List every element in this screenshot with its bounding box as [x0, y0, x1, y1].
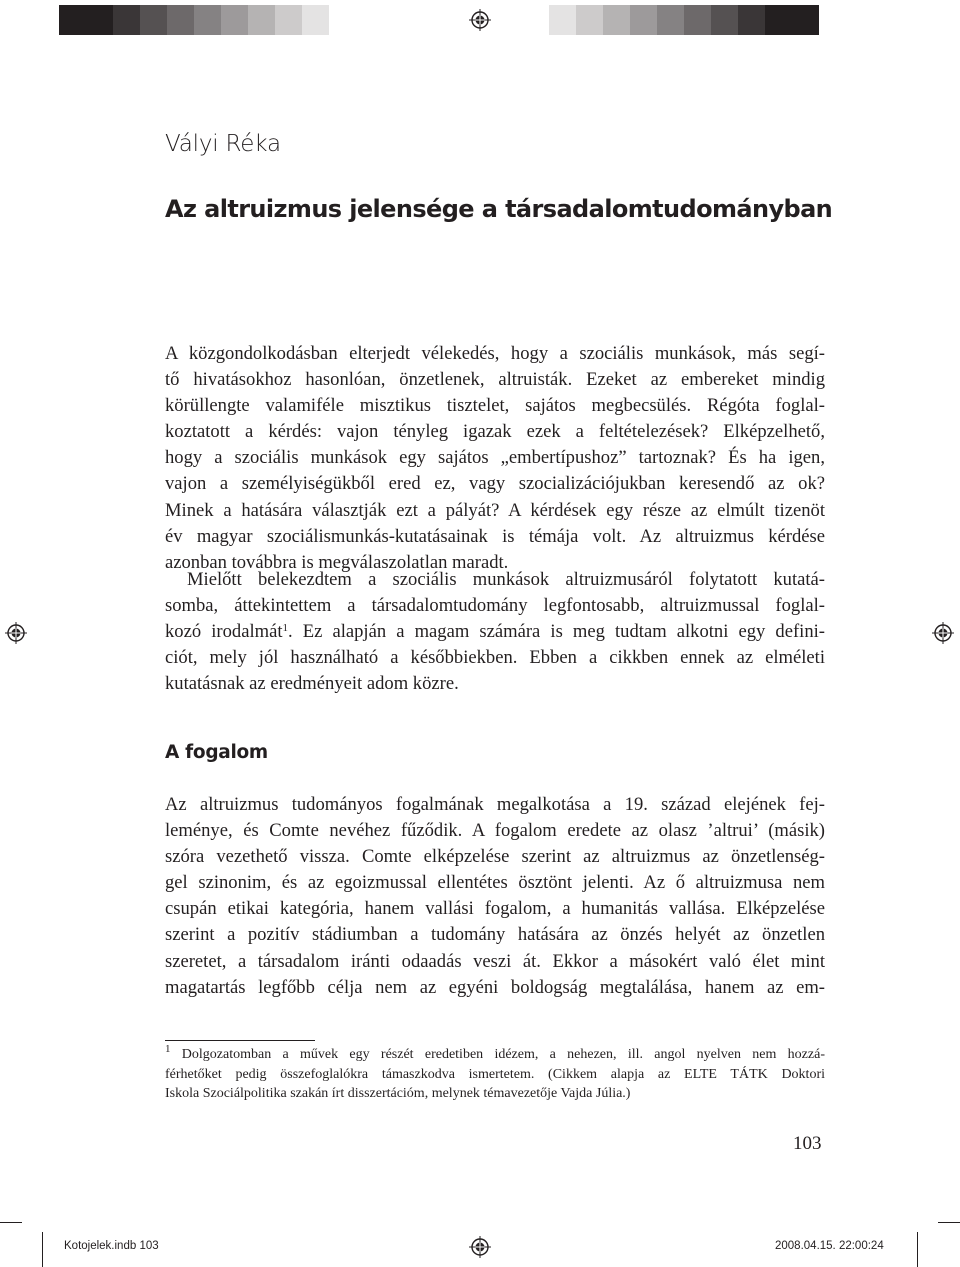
text-line: A közgondolkodásban elterjedt vélekedés, hogy a szociális munkások, más segí- [165, 343, 825, 364]
color-bar-square [792, 5, 819, 35]
paragraph-intro [165, 341, 825, 576]
text-line: somba, áttekintettem a társadalomtudomány legfontosabb, altruizmussal foglal- [165, 595, 825, 617]
registration-mark-icon [932, 622, 954, 644]
author-name: Vályi Réka [165, 131, 281, 157]
color-bar-square [684, 5, 711, 35]
color-bar-square [86, 5, 113, 35]
color-bar-square [140, 5, 167, 35]
text-line: kutatásnak az eredményeit adom közre. [165, 673, 459, 695]
crop-mark [938, 1222, 960, 1223]
text-line: hogy a szociális munkások egy sajátos „embertípushoz” tartoznak? És ha igen, [165, 447, 825, 469]
color-bar-square [549, 5, 576, 35]
crop-mark [917, 1232, 918, 1267]
text-line: leménye, és Comte nevéhez fűződik. A fogalom eredete az olasz ’altrui’ (másik) [165, 820, 825, 842]
text-fragment: kozó irodalmát [165, 621, 283, 643]
crop-mark [42, 1232, 43, 1267]
color-bar-left [59, 5, 329, 35]
slug-filename: Kotojelek.indb 103 [64, 1240, 159, 1252]
color-bar-square [275, 5, 302, 35]
text-line: gel szinonim, és az egoizmussal ellentétes ösztönt jelenti. Az ő altruizmusa nem [165, 872, 825, 894]
registration-mark-icon [5, 622, 27, 644]
text-line: Mielőtt belekezdtem a szociális munkások altruizmusáról folytatott kutatá- [187, 569, 825, 590]
text-line: csupán etikai kategória, hanem vallási fogalom, a humanitás vallása. Elképzelése [165, 898, 825, 920]
color-bar-square [302, 5, 329, 35]
slug-timestamp: 2008.04.15. 22:00:24 [775, 1240, 884, 1252]
footnote-line: férhetőket pedig összefoglalókra támaszkodva ismertetem. (Cikkem alapja az ELTE TÁTK Doktori [165, 1066, 825, 1082]
footnote-rule [165, 1040, 315, 1041]
color-bar-square [765, 5, 792, 35]
text-line [165, 619, 825, 645]
footnote-line: Iskola Szociálpolitika szakán írt disszertációm, melynek témavezetője Vajda Júlia.) [165, 1086, 631, 1101]
text-line: szeretet, a társadalom iránti odaadás veszi át. Ekkor a másokért való élet mint [165, 950, 825, 972]
color-bar-square [711, 5, 738, 35]
text-line: vajon a személyiségükből ered ez, vagy szocializációjukban keresendő az ok? [165, 473, 825, 495]
text-line: szóra vezethető vissza. Comte elképzelése szerint az altruizmus az önzetlenség- [165, 846, 825, 868]
color-bar-square [113, 5, 140, 35]
registration-mark-icon [469, 1236, 491, 1258]
color-bar-square [167, 5, 194, 35]
color-bar-square [576, 5, 603, 35]
paragraph-research [165, 567, 825, 697]
text-line: Minek a hatására választják ezt a pályát? A kérdések egy része az elmúlt tizenöt [165, 499, 825, 521]
paragraph-concept [165, 792, 825, 1001]
color-bar-square [59, 5, 86, 35]
footnote-marker: 1 [165, 1043, 171, 1055]
text-line: koztatott a kérdés: vajon tényleg igazak ezek a feltételezések? Elképzelhető, [165, 421, 825, 443]
text-line: Az altruizmus tudományos fogalmának megalkotása a 19. század elejének fej- [165, 794, 825, 815]
color-bar-square [248, 5, 275, 35]
color-bar-square [738, 5, 765, 35]
color-bar-square [221, 5, 248, 35]
text-line: azonban továbbra is megválaszolatlan maradt. [165, 551, 509, 573]
footnote-reference[interactable]: 1 [282, 622, 288, 635]
text-line: ciót, mely jól használható a későbbiekben. Ebben a cikkben ennek az elméleti [165, 647, 825, 669]
text-line: szerint a pozitív stádiumban a tudomány hatására az önzés helyét az önzetlen [165, 924, 825, 946]
text-fragment: Ez alapján a magam számára is meg tudtam alkotni egy defini- [302, 621, 825, 643]
page-number: 103 [793, 1133, 822, 1154]
footnote-line [165, 1045, 825, 1065]
text-line: év magyar szociálismunkás-kutatásainak is témája volt. Az altruizmus kérdése [165, 525, 825, 547]
color-bar-square [194, 5, 221, 35]
footnote [165, 1045, 825, 1104]
color-bar-square [657, 5, 684, 35]
text-fragment: . [288, 621, 303, 643]
color-bar-square [630, 5, 657, 35]
color-bar-right [549, 5, 819, 35]
text-line: magatartás legfőbb célja nem az egyéni boldogság megtalálása, hanem az em- [165, 976, 825, 998]
section-heading: A fogalom [165, 742, 268, 763]
text-fragment: Dolgozatomban a művek egy részét eredetiben idézem, a nehezen, ill. angol nyelven nem hozzá- [181, 1047, 825, 1062]
crop-mark [0, 1222, 22, 1223]
article-title: Az altruizmus jelensége a társadalomtudományban [165, 195, 833, 223]
registration-mark-icon [469, 9, 491, 31]
text-line: körüllengte valamiféle misztikus tisztelet, sajátos megbecsülés. Régóta foglal- [165, 395, 825, 417]
text-line: tő hivatásokhoz hasonlóan, önzetlenek, altruisták. Ezeket az embereket mindig [165, 369, 825, 391]
color-bar-square [603, 5, 630, 35]
